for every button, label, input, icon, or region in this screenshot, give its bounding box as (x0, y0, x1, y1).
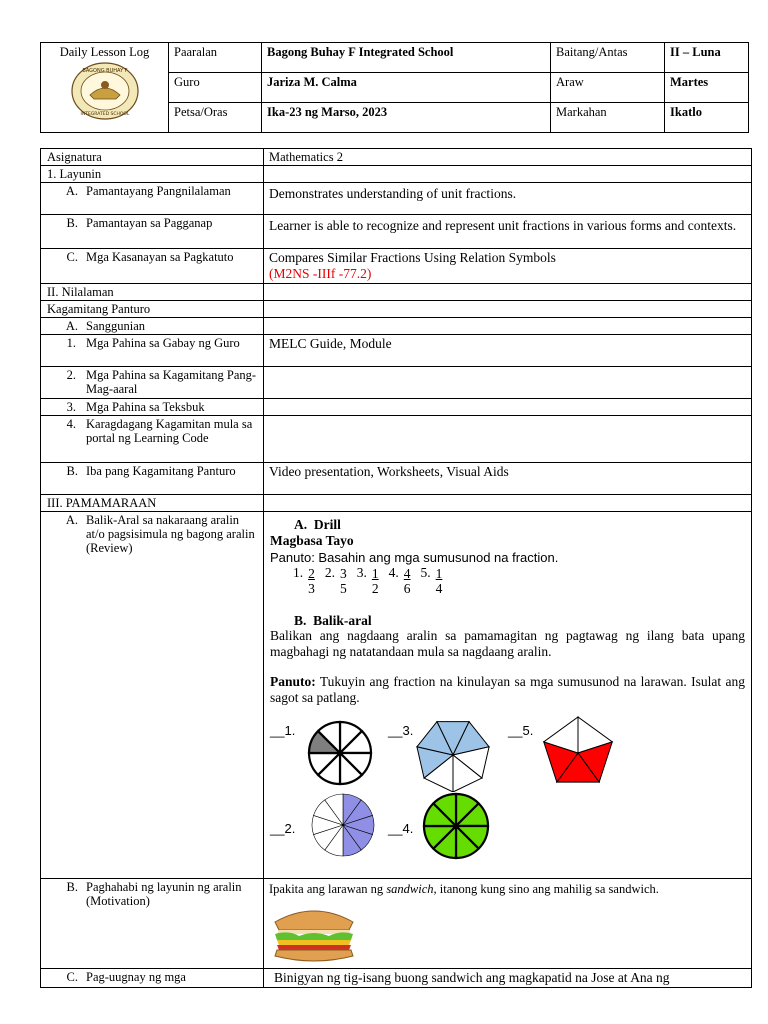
quarter-label: Markahan (551, 103, 665, 133)
header-table (40, 42, 749, 133)
ref-2-label: Mga Pahina sa Kagamitang Pang-Mag-aaral (86, 368, 257, 396)
answer-blank-5: __5. (508, 723, 534, 738)
connect-label: Pag-uugnay ng mga (86, 970, 186, 984)
fraction-numerator: 2 (308, 566, 315, 581)
quarter-value: Ikatlo (665, 103, 749, 133)
fraction-value (308, 566, 315, 596)
svg-text:INTEGRATED SCHOOL: INTEGRATED SCHOOL (80, 112, 129, 117)
fraction-item (421, 566, 443, 596)
procedure-heading: III. PAMAMARAAN (41, 495, 264, 512)
grade-value: II – Luna (665, 43, 749, 73)
ref-4-label: Karagdagang Kagamitan mula sa portal ng Learning Code (86, 417, 253, 445)
ref-1-value: MELC Guide, Module (264, 335, 752, 367)
motivation-text: Ipakita ang larawan ng sandwich, itanong kung sino ang mahilig sa sandwich. (269, 882, 659, 896)
review-heading: B. Balik-aral (294, 613, 372, 628)
date-value: Ika-23 ng Marso, 2023 (262, 103, 551, 133)
fraction-denominator: 6 (403, 581, 411, 596)
fraction-denominator: 5 (340, 581, 347, 596)
review-label: Balik-Aral sa nakaraang aralin at/o pagsisimula ng bagong aralin (Review) (86, 513, 255, 555)
objective-a-value: Demonstrates understanding of unit fractions. (264, 183, 752, 215)
fraction-number: 1. (293, 565, 304, 580)
fraction-value (372, 566, 379, 596)
grade-label: Baitang/Antas (551, 43, 665, 73)
objective-b-label: Pamantayan sa Pagganap (86, 216, 213, 230)
school-seal-logo (70, 61, 140, 121)
fraction-numerator: 1 (371, 566, 379, 581)
objective-c-label: Mga Kasanayan sa Pagkatuto (86, 250, 234, 264)
doc-type: Daily Lesson Log (59, 45, 150, 59)
svg-text:BAGONG BUHAY F: BAGONG BUHAY F (81, 68, 128, 74)
fraction-numerator: 4 (403, 566, 411, 581)
subject-row (41, 149, 752, 166)
fraction-item (357, 566, 379, 596)
fraction-number: 5. (420, 565, 431, 580)
review-panuto: Panuto: Tukuyin ang fraction na kinulayan sa mga sumusunod na larawan. Isulat ang sagot sa patlang. (270, 674, 745, 705)
fraction-denominator: 3 (308, 581, 315, 596)
date-label: Petsa/Oras (169, 103, 262, 133)
teacher-label: Guro (169, 73, 262, 103)
objective-c-cell: C. Mga Kasanayan sa Pagkatuto (41, 249, 264, 284)
fraction-value (340, 566, 347, 596)
circle-eighths-gray (307, 720, 373, 786)
other-resources-value: Video presentation, Worksheets, Visual Aids (264, 463, 752, 495)
drill-heading: A. Drill (294, 517, 341, 532)
circle-eighths-green (422, 792, 490, 860)
objective-c-value: Compares Similar Fractions Using Relation Symbols (269, 250, 556, 265)
lesson-table: Asignatura Mathematics 2 1. Layunin A. Pamantayang Pangnilalaman Demonstrates understanding of unit fractions. B. Pamantayan sa Pagganap Learner is able to recognize and represent unit fractions in various forms and contexts. C. Mga Kasanayan sa Pagkatuto Compares Similar Fractions Using Relation Symbols (M2NS -IIIf -77.2) II. Nilalaman Kagamitang Panturo A. Sanggunian 1. Mga Pahina sa Gabay ng Guro MELC Guide, Module 2. Mga Pahina sa Kagamitang Pang-Mag-aaral 3. Mga Pahina sa Teksbuk 4. Karagdagang Kagamitan mula sa portal ng Learning Code B. Iba pang Kagamitang Panturo Video presentation, Worksheets, Visual Aids III. PAMAMARAAN A. Balik-Aral sa nakaraang aralin at/o pagsisimula ng bagong aralin (Review) A. Drill Magbasa Tayo Panuto: Basahin ang mga sumusunod na fraction. 1. $\frac{2}{3}$ 2. 3 5 3. $\frac{1}{2}$ 4. $\frac{4}{6}$ 5. $\frac{1}{4}$ B. Balik-aral Balikan ang nagdaang aralin sa pamamagitan ng pagtawag ng ilang bata upang magbahagi ng natatandaan mula sa nagdaang aralin. Panuto: Tukuyin ang fraction na kinulayan sa mga sumusunod na larawan. Isulat ang sagot sa patlang. __1. __2. __3. __4. __5. B. Paghahabi ng layunin ng aralin (Motivation) Ipakita ang larawan ng sandwich, itanong kung sino ang mahilig sa sandwich. C. Pag-uugnay ng mga Binigyan ng tig-isang buong sandwich ang magkapatid na Jose at Ana ng (40, 148, 752, 988)
review-text: Balikan ang nagdaang aralin sa pamamagitan ng pagtawag ng ilang bata upang magbahagi ng natatandaan mula sa nagdaang aralin. (270, 628, 745, 659)
pentagon-fifths-red (540, 714, 616, 788)
answer-blank-4: __4. (388, 821, 414, 836)
content-heading: II. Nilalaman (41, 284, 264, 301)
day-label: Araw (551, 73, 665, 103)
fraction-number: 4. (388, 565, 399, 580)
circle-tenths-lavender (310, 792, 376, 858)
connect-text: Binigyan ng tig-isang buong sandwich ang magkapatid na Jose at Ana ng (264, 969, 752, 988)
subject-value: Mathematics 2 (264, 149, 752, 166)
objective-c-code: (M2NS -IIIf -77.2) (269, 266, 372, 281)
objective-a-cell: A. Pamantayang Pangnilalaman (41, 183, 264, 215)
fraction-numerator: 3 (340, 566, 347, 581)
teacher-value: Jariza M. Calma (262, 73, 551, 103)
fraction-numerator: 1 (435, 566, 443, 581)
fraction-number: 2. (324, 565, 335, 580)
objective-a-label: Pamantayang Pangnilalaman (86, 184, 231, 198)
fraction-item (293, 566, 315, 596)
school-value: Bagong Buhay F Integrated School (262, 43, 551, 73)
subject-label: Asignatura (41, 149, 264, 166)
drill-instruction: Panuto: Basahin ang mga sumusunod na fraction. (270, 550, 559, 565)
objective-b-value: Learner is able to recognize and represent unit fractions in various forms and contexts. (264, 215, 752, 249)
answer-blank-2: __2. (270, 821, 296, 836)
ref-3-label: Mga Pahina sa Teksbuk (86, 400, 205, 414)
answer-blank-3: __3. (388, 723, 414, 738)
other-resources-label: Iba pang Kagamitang Panturo (86, 464, 236, 478)
fraction-number: 3. (356, 565, 367, 580)
fraction-denominator: 4 (435, 581, 443, 596)
heptagon-sevenths-blue (412, 716, 494, 792)
motivation-content (264, 879, 752, 969)
references-label: Sanggunian (86, 319, 146, 333)
objective-c-cell-value (264, 249, 752, 284)
fraction-value (404, 566, 411, 596)
objective-b-cell: B. Pamantayan sa Pagganap (41, 215, 264, 249)
fraction-item (389, 566, 411, 596)
fraction-shapes (270, 714, 745, 854)
motivation-label: Paghahabi ng layunin ng aralin (Motivation) (86, 880, 242, 908)
fraction-item (325, 566, 347, 596)
fraction-list (293, 566, 745, 596)
sandwich-image (269, 900, 359, 964)
drill-subheading: Magbasa Tayo (270, 533, 354, 548)
fraction-denominator: 2 (371, 581, 379, 596)
objectives-heading: 1. Layunin (41, 166, 264, 183)
day-value: Martes (665, 73, 749, 103)
ref-1-label: Mga Pahina sa Gabay ng Guro (86, 336, 240, 350)
resources-heading: Kagamitang Panturo (41, 301, 264, 318)
fraction-value (436, 566, 443, 596)
doc-type-cell (41, 43, 169, 133)
answer-blank-1: __1. (270, 723, 296, 738)
school-label: Paaralan (169, 43, 262, 73)
review-content (264, 512, 752, 879)
